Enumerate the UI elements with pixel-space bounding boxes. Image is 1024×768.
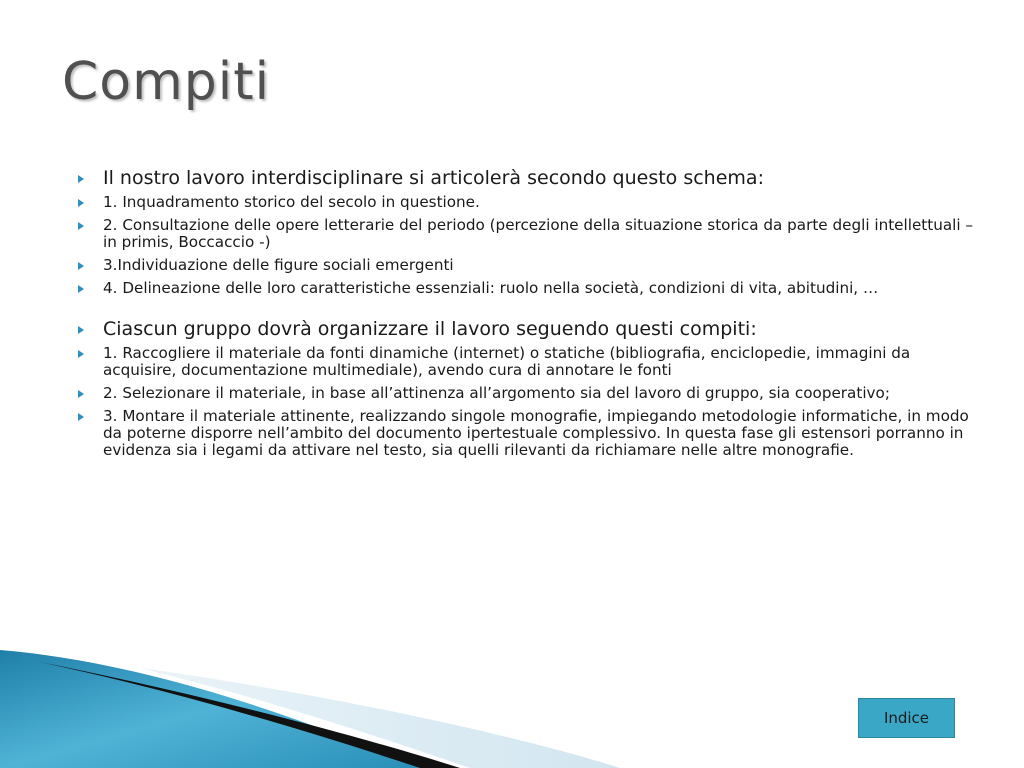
list-item-text: 1. Inquadramento storico del secolo in questione. (103, 193, 480, 211)
bullet-list (78, 167, 973, 465)
list-item-text: 3. Montare il materiale attinente, realizzando singole monografie, impiegando metodologie informatiche, in modo da poterne disporre nell’ambito del documento ipertestuale complessivo. In questa fase gli estensori porranno in evidenza sia i legami da attivare nel testo, sia quelli rilevanti da richiamare nelle altre monografie. (103, 407, 969, 459)
list-item (78, 385, 973, 402)
list-item-text: Il nostro lavoro interdisciplinare si articolerà secondo questo schema: (103, 167, 764, 189)
list-item (78, 194, 973, 211)
bullet-arrow-icon (78, 326, 84, 334)
list-item-text: 2. Consultazione delle opere letterarie del periodo (percezione della situazione storica da parte degli intellettuali – in primis, Boccaccio -) (103, 216, 974, 251)
bullet-arrow-icon (78, 175, 84, 183)
indice-button-label: Indice (883, 709, 930, 727)
bullet-arrow-icon (78, 413, 84, 421)
indice-button[interactable] (858, 698, 955, 738)
list-item (78, 167, 973, 189)
list-item (78, 217, 973, 251)
list-item (78, 408, 973, 459)
list-item (78, 257, 973, 274)
list-item-text: 4. Delineazione delle loro caratteristiche essenziali: ruolo nella società, condizioni di vita, abitudini, … (103, 279, 879, 297)
bullet-arrow-icon (78, 199, 84, 207)
bullet-arrow-icon (78, 262, 84, 270)
bullet-arrow-icon (78, 285, 84, 293)
page-title: Compiti (62, 52, 271, 112)
list-item (78, 318, 973, 340)
list-item (78, 345, 973, 379)
bullet-arrow-icon (78, 350, 84, 358)
list-item-text: 1. Raccogliere il materiale da fonti dinamiche (internet) o statiche (bibliografia, enciclopedie, immagini da acquisire, documentazione multimediale), avendo cura di annotare le fonti (103, 344, 911, 379)
list-item (78, 280, 973, 297)
bullet-arrow-icon (78, 222, 84, 230)
list-item-text: 2. Selezionare il materiale, in base all’attinenza all’argomento sia del lavoro di gruppo, sia cooperativo; (103, 384, 890, 402)
list-item-text: 3.Individuazione delle figure sociali emergenti (103, 256, 454, 274)
bullet-arrow-icon (78, 390, 84, 398)
list-item-text: Ciascun gruppo dovrà organizzare il lavoro seguendo questi compiti: (103, 318, 757, 340)
list-spacer (78, 303, 973, 318)
